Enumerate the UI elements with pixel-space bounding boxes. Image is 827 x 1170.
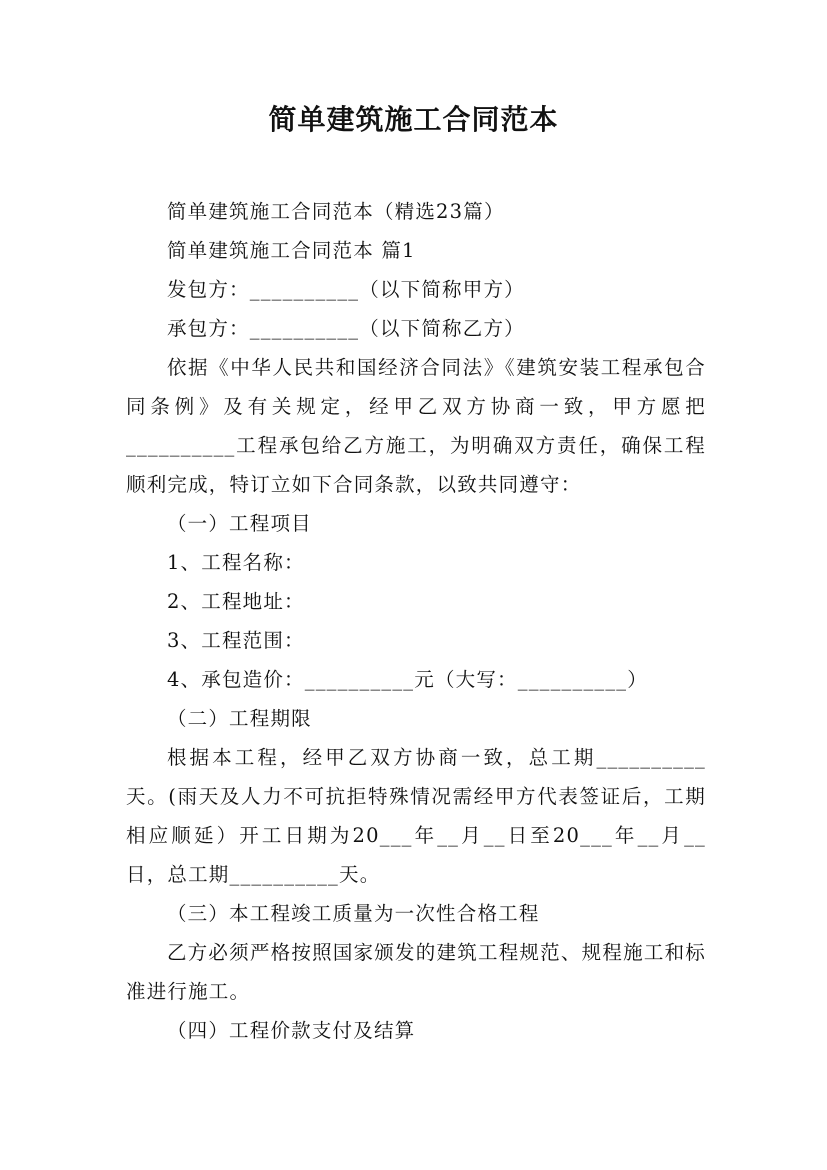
paragraph-duration: 根据本工程，经甲乙双方协商一致，总工期__________天。(雨天及人力不可抗拒特殊情况需经甲方代表签证后，工期相应顺延）开工日期为20___年__月__日至20___年__月__日，总工期__________天。	[126, 746, 706, 886]
paragraph-clause-2-heading: （二）工程期限	[166, 707, 312, 730]
paragraph-section-heading: 简单建筑施工合同范本 篇1	[166, 239, 416, 262]
paragraph-project-name: 1、工程名称：	[166, 551, 305, 574]
paragraph-clause-3-heading: （三）本工程竣工质量为一次性合格工程	[166, 902, 540, 925]
paragraph-clause-1-heading: （一）工程项目	[166, 512, 312, 535]
paragraph-standards: 乙方必须严格按照国家颁发的建筑工程规范、规程施工和标准进行施工。	[126, 941, 706, 1003]
document-title: 简单建筑施工合同范本	[268, 103, 559, 136]
paragraph-project-scope: 3、工程范围：	[166, 629, 305, 652]
document-body	[126, 192, 706, 1050]
paragraph-party-b: 承包方：__________（以下简称乙方）	[166, 317, 525, 340]
paragraph-party-a: 发包方：__________（以下简称甲方）	[166, 278, 525, 301]
paragraph-contract-price: 4、承包造价：__________元（大写：__________）	[166, 668, 648, 691]
paragraph-preamble: 依据《中华人民共和国经济合同法》《建筑安装工程承包合同条例》及有关规定，经甲乙双方协商一致，甲方愿把__________工程承包给乙方施工，为明确双方责任，确保工程顺利完成，特订立如下合同条款，以致共同遵守：	[126, 356, 706, 496]
paragraph-subtitle: 简单建筑施工合同范本（精选23篇）	[166, 200, 505, 223]
paragraph-clause-4-heading: （四）工程价款支付及结算	[166, 1019, 416, 1042]
paragraph-project-address: 2、工程地址：	[166, 590, 305, 613]
